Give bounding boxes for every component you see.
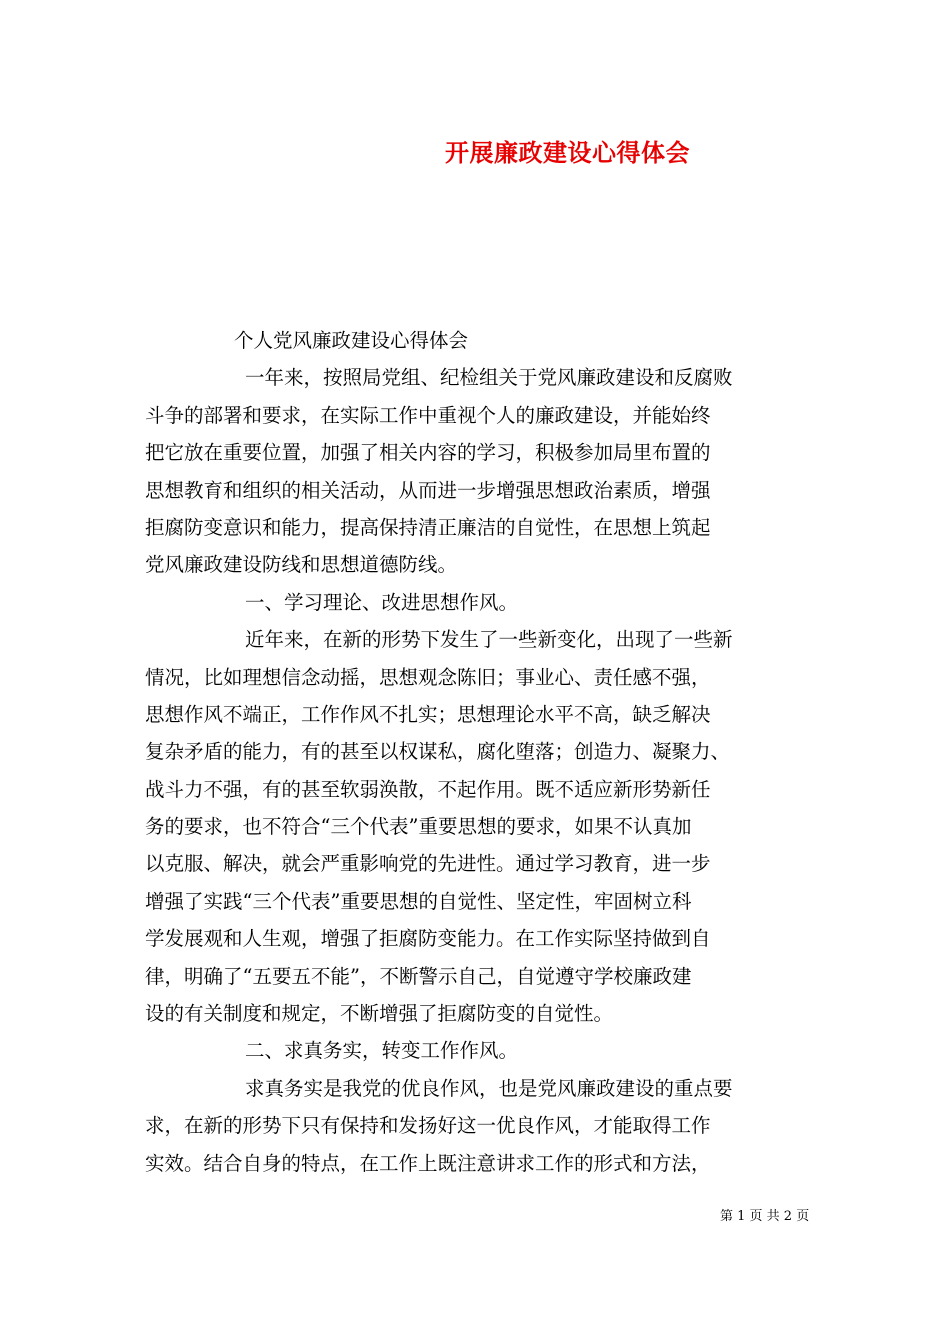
section-heading <box>145 1032 810 1069</box>
text-line: 求，在新的形势下只有保持和发扬好这一优良作风，才能取得工作 <box>145 1114 711 1138</box>
text-line: 一、学习理论、改进思想作风。 <box>245 590 519 614</box>
text-line: 近年来，在新的形势下发生了一些新变化，出现了一些新 <box>245 628 733 652</box>
text-line: 一年来，按照局党组、纪检组关于党风廉政建设和反腐败 <box>245 366 733 390</box>
text-line: 把它放在重要位置，加强了相关内容的学习，积极参加局里布置的 <box>145 441 711 465</box>
text-line: 求真务实是我党的优良作风，也是党风廉政建设的重点要 <box>245 1076 733 1100</box>
page-footer: 第 1 页 共 2 页 <box>720 1209 810 1224</box>
text-line: 设的有关制度和规定，不断增强了拒腐防变的自觉性。 <box>145 1002 614 1026</box>
paragraph <box>145 1070 810 1182</box>
text-line: 战斗力不强，有的甚至软弱涣散，不起作用。既不适应新形势新任 <box>145 777 711 801</box>
paragraph-container <box>145 359 810 1182</box>
text-line: 实效。结合自身的特点，在工作上既注意讲求工作的形式和方法， <box>145 1151 711 1175</box>
text-line: 思想作风不端正，工作作风不扎实；思想理论水平不高，缺乏解决 <box>145 702 711 726</box>
text-line: 增强了实践“三个代表”重要思想的自觉性、坚定性，牢固树立科 <box>145 889 692 913</box>
text-line: 律，明确了“五要五不能”，不断警示自己，自觉遵守学校廉政建 <box>145 964 692 988</box>
text-line: 斗争的部署和要求，在实际工作中重视个人的廉政建设，并能始终 <box>145 403 711 427</box>
text-line: 以克服、解决，就会严重影响党的先进性。通过学习教育，进一步 <box>145 852 711 876</box>
text-line: 情况，比如理想信念动摇，思想观念陈旧；事业心、责任感不强， <box>145 665 711 689</box>
text-line: 复杂矛盾的能力，有的甚至以权谋私，腐化堕落；创造力、凝聚力、 <box>145 740 731 764</box>
text-line: 思想教育和组织的相关活动，从而进一步增强思想政治素质，增强 <box>145 478 711 502</box>
document-body <box>145 322 810 1182</box>
text-line: 务的要求，也不符合“三个代表”重要思想的要求，如果不认真加 <box>145 815 692 839</box>
text-line: 党风廉政建设防线和思想道德防线。 <box>145 553 458 577</box>
section-heading <box>145 584 810 621</box>
document-title: 开展廉政建设心得体会 <box>445 138 690 167</box>
paragraph <box>145 359 810 583</box>
text-line: 二、求真务实，转变工作作风。 <box>245 1039 519 1063</box>
paragraph <box>145 621 810 1032</box>
text-line: 拒腐防变意识和能力，提高保持清正廉洁的自觉性，在思想上筑起 <box>145 515 711 539</box>
document-subtitle: 个人党风廉政建设心得体会 <box>234 329 469 352</box>
text-line: 学发展观和人生观，增强了拒腐防变能力。在工作实际坚持做到自 <box>145 927 711 951</box>
